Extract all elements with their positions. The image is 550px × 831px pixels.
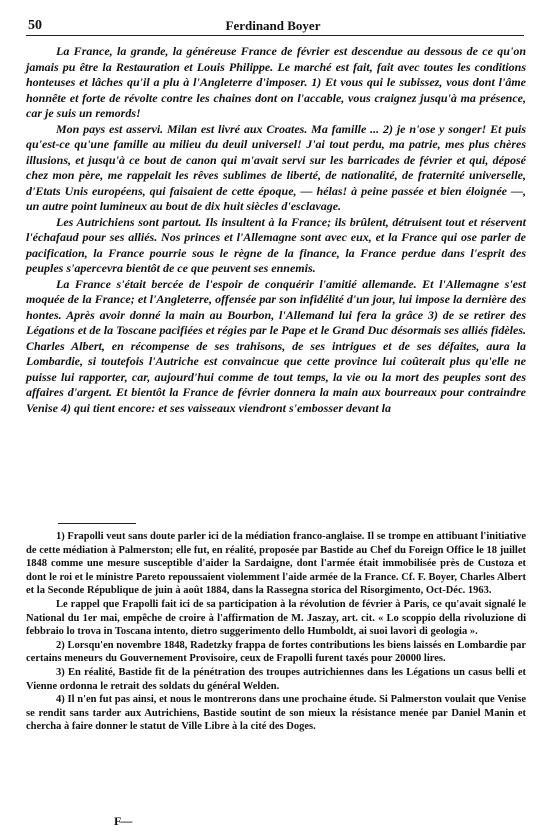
footnote-separator — [58, 523, 136, 524]
page-number: 50 — [28, 18, 42, 33]
body-paragraph: Mon pays est asservi. Milan est livré aux Croates. Ma famille ... 2) je n'ose y songer! Et puis qu'est-ce qu'une famille au milieu du deuil universel! J'ai tout perdu, ma patrie, mes plus chères illusions, et jusqu'à ce bout de canon qui m'avait servi sur les barricades de février et qui, déposé chez mon père, me rappelait les rêves sublimes de liberté, de nationalité, de fraternité universelle, d'Etats Unis européens, qui faisaient de cette époque, — hélas! à peine passée et bien éloignée —, un autre point lumineux au bout de dix huit siècles d'esclavage. — [26, 121, 526, 213]
footnote: 1) Frapolli veut sans doute parler ici de la médiation franco-anglaise. Il se trompe en attibuant l'initiative de cette médiation à Palmerston; elle fut, en réalité, proposée par Bastide au Chef du Foreign Office le 18 juillet 1848 comme une mesure susceptible d'aider la Sardaigne, dont l'armée était immobilisée près de Custoza et dont le roi et le ministre Pareto repoussaient violemment l'aide armée de la France. Cf. F. Boyer, Charles Albert et la Seconde République de juin à août 1884, dans la Rassegna storica del Risorgimento, Oct-Déc. 1963. — [26, 531, 526, 597]
footnotes — [26, 530, 526, 734]
running-title: Ferdinand Boyer — [225, 18, 321, 33]
main-text — [26, 44, 526, 416]
body-paragraph: La France s'était bercée de l'espoir de conquérir l'amitié allemande. Et l'Allemagne s'est moquée de la France; et l'Angleterre, offensée par son infidélité d'un jour, lui impose la dernière des hontes. Après avoir donné la main au Bourbon, l'Allemand lui fera la grâce 3) de se retirer des Légations et de la Toscane pacifiées et régies par le Pape et le Grand Duc désormais ses alliés fidèles. Charles Albert, en récompense de ses trahisons, de ses intrigues et de ses défaites, aura la Lombardie, si toutefois l'Autriche est convaincue que cette province lui coûterait plus qu'elle ne puisse lui rapporter, car, aujourd'hui comme de tout temps, la vie ou la mort des peuples sont des affaires d'argent. Et bientôt la France de février donnera la main aux bourreaux pour contraindre Venise 4) qui tient encore: et ses vaisseaux viendront s'embosser devant la — [26, 276, 526, 415]
body-paragraph: Les Autrichiens sont partout. Ils insultent à la France; ils brûlent, détruisent tout et réservent l'échafaud pour ses alliés. Nos princes et l'Allemagne sont avec eux, et la France qui ose parler de pacification, la France pourrie sous le règne de la finance, la France perdue dans l'esprit des peuples s'apercevra bientôt de ce que peuvent ses ennemis. — [26, 214, 526, 275]
body-paragraph: La France, la grande, la généreuse France de février est descendue au dessous de ce qu'on jamais pu être la Restauration et Louis Philippe. Le marché est fait, fait avec toutes les conditions honteuses et lâches qu'il a plu à l'Angleterre d'imposer. 1) Et vous qui le subissez, vous dont l'âme honnête et forte de révolte contre les chaines dont on l'accable, vous craignez jusqu'à ma présence, car je suis un remords! — [26, 44, 526, 120]
footnote: Le rappel que Frapolli fait ici de sa participation à la révolution de février à Paris, ce qu'avait signalé le National du 1er mai, empêche de croire à l'affirmation de M. Jaszay, art. cit. « Lo scoppio della rivoluzione di febbraio lo trova in Toscana intento, dietro suggerimento dello Humboldt, ai suoi lavori di geologia ». — [26, 598, 526, 638]
page-header — [28, 18, 518, 34]
footnote: 4) Il n'en fut pas ainsi, et nous le montrerons dans une prochaine étude. Si Palmerston voulait que Venise se rendit sans tarder aux Autrichiens, Bastide soutint de son mieux la résistance menée par Daniel Manin et chercha à faire donner le statut de Ville Libre à la cité des Doges. — [26, 694, 526, 733]
header-rule — [26, 35, 524, 36]
footnote: 2) Lorsqu'en novembre 1848, Radetzky frappa de fortes contributions les biens laissés en Lombardie par certains meneurs du Gouvernement Provisoire, ceux de Frapolli furent taxés pour 20000 lires. — [26, 639, 526, 665]
footnote: 3) En réalité, Bastide fit de la pénétration des troupes autrichiennes dans les Légations un casus belli et Vienne ordonna le retrait des soldats du général Welden. — [26, 666, 526, 692]
bottom-mark: F— — [114, 814, 132, 828]
